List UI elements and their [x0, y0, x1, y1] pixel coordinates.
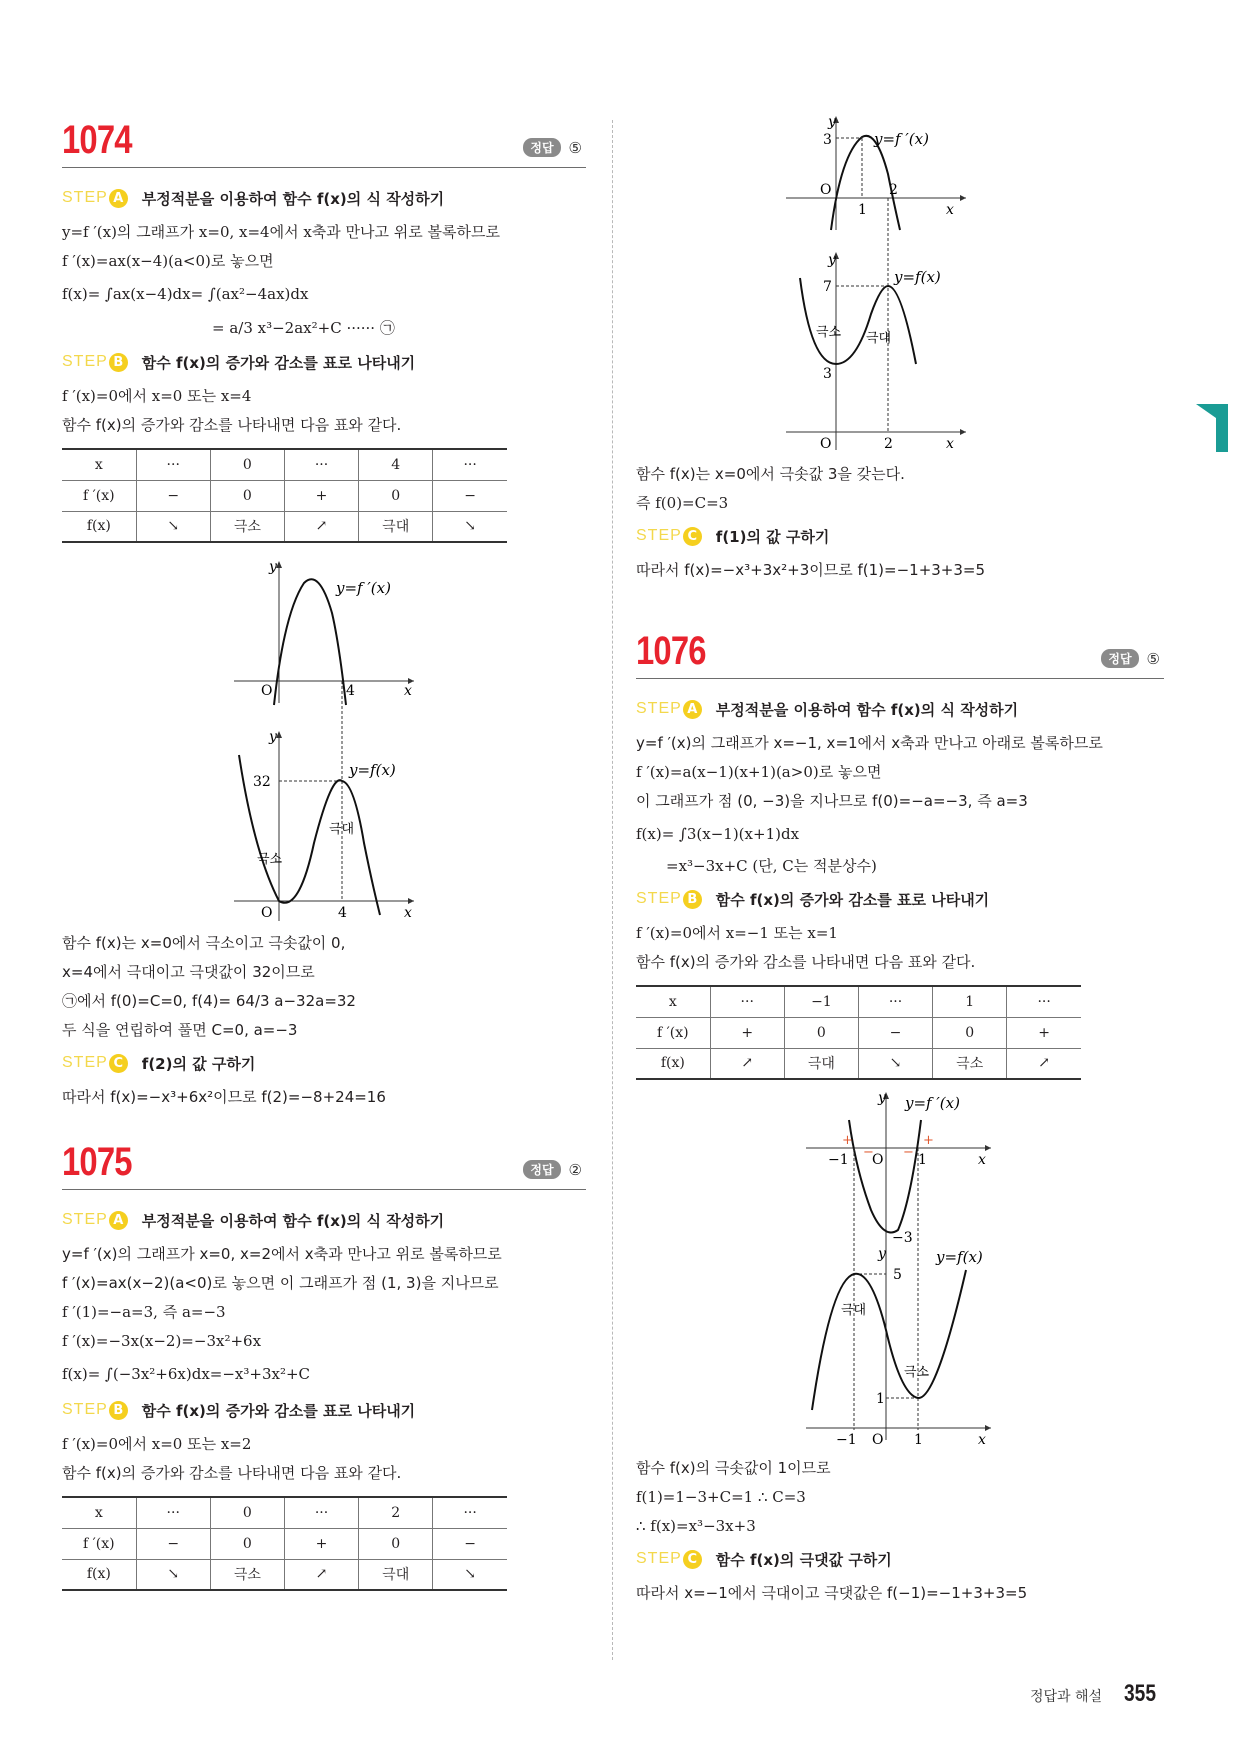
- problem-header: [62, 118, 586, 168]
- text-line: 따라서 f(x)=−x³+3x²+3이므로 f(1)=−1+3+3=5: [636, 561, 986, 579]
- table-cell: 극대: [359, 511, 433, 542]
- table-cell: f(x): [62, 1559, 136, 1590]
- derivative-label: y=f ′(x): [874, 130, 929, 148]
- table-cell: −: [858, 1017, 932, 1048]
- tick-label: 32: [253, 774, 271, 790]
- problem-header: [62, 1140, 586, 1190]
- step-word: STEP: [636, 700, 682, 717]
- step-c-heading: [636, 524, 1164, 548]
- equation-line: f ′(1)=−a=3, 즉 a=−3: [62, 1303, 226, 1321]
- table-cell: 극소: [210, 511, 284, 542]
- origin-label: O: [872, 1152, 884, 1168]
- table-cell: ↗: [284, 1559, 358, 1590]
- step-c-heading: [636, 1547, 1164, 1571]
- answer: [523, 138, 582, 157]
- table-cell: x: [636, 986, 710, 1017]
- right-column: [636, 114, 1164, 1608]
- table-cell: f(x): [636, 1048, 710, 1079]
- text-line: 함수 f(x)는 x=0에서 극소이고 극솟값이 0,: [62, 934, 346, 952]
- table-cell: 2: [359, 1497, 433, 1528]
- step-word: STEP: [62, 189, 108, 206]
- table-cell: 0: [784, 1017, 858, 1048]
- function-label: y=f(x): [349, 761, 396, 779]
- text-line: 함수 f(x)는 x=0에서 극솟값 3을 갖는다.: [636, 465, 905, 483]
- max-label: 극대: [841, 1303, 867, 1318]
- table-cell: 극대: [784, 1048, 858, 1079]
- max-label: 극대: [866, 331, 892, 346]
- table-cell: +: [284, 1528, 358, 1559]
- graph-1075: [776, 114, 976, 454]
- table-cell: ···: [1007, 986, 1081, 1017]
- text-line: y=f ′(x)의 그래프가 x=−1, x=1에서 x축과 만나고 아래로 볼록하므로: [636, 734, 1103, 752]
- graph-1076: [806, 1090, 1006, 1450]
- table-cell: 0: [359, 480, 433, 511]
- x-axis-label: x: [978, 1432, 986, 1448]
- step-word: STEP: [62, 1054, 108, 1071]
- tick-label: 2: [884, 436, 893, 452]
- min-label: 극소: [816, 325, 842, 340]
- table-cell: −1: [784, 986, 858, 1017]
- text-line: f ′(x)=ax(x−2)(a<0)로 놓으면 이 그래프가 점 (1, 3)을 지나므로: [62, 1274, 499, 1292]
- table-cell: 0: [359, 1528, 433, 1559]
- origin-label: O: [261, 905, 273, 921]
- text-line: y=f ′(x)의 그래프가 x=0, x=4에서 x축과 만나고 위로 볼록하므로: [62, 223, 500, 241]
- table-cell: f ′(x): [62, 480, 136, 511]
- tick-label: 4: [338, 905, 347, 921]
- step-word: STEP: [636, 890, 682, 907]
- problem-number: 1076: [636, 629, 706, 673]
- tick-label: 7: [823, 279, 832, 295]
- tick-label: −1: [836, 1432, 857, 1448]
- text-line: 함수 f(x)의 증가와 감소를 나타내면 다음 표와 같다.: [636, 953, 976, 971]
- step-a-heading: [62, 186, 586, 210]
- table-cell: ···: [136, 449, 210, 480]
- step-title: 부정적분을 이용하여 함수 f(x)의 식 작성하기: [141, 1211, 445, 1230]
- step-b-heading: [62, 1398, 586, 1422]
- answer-value: ②: [568, 1160, 582, 1179]
- table-cell: x: [62, 1497, 136, 1528]
- sign-minus: −: [903, 1145, 914, 1160]
- answer-badge: 정답: [523, 138, 560, 157]
- tick-label: 1: [876, 1391, 885, 1407]
- step-title: 함수 f(x)의 증가와 감소를 표로 나타내기: [715, 890, 990, 909]
- text-line: 이 그래프가 점 (0, −3)을 지나므로 f(0)=−a=−3, 즉 a=3: [636, 792, 1028, 810]
- table-cell: ↘: [433, 511, 507, 542]
- table-cell: 극대: [359, 1559, 433, 1590]
- variation-table: [62, 1496, 507, 1591]
- tick-label: 4: [346, 683, 355, 699]
- origin-label: O: [820, 182, 832, 198]
- x-axis-label: x: [404, 905, 412, 921]
- step-c-heading: [62, 1051, 586, 1075]
- sign-plus: +: [842, 1133, 853, 1148]
- step-a-heading: [62, 1208, 586, 1232]
- tick-label: 1: [858, 202, 867, 218]
- y-axis-label: y: [828, 252, 836, 268]
- table-cell: 극소: [933, 1048, 1007, 1079]
- tick-label: 3: [823, 366, 832, 382]
- problem-1075: [62, 1140, 586, 1591]
- tick-label: −1: [828, 1152, 849, 1168]
- max-label: 극대: [329, 822, 355, 837]
- step-title: 함수 f(x)의 극댓값 구하기: [715, 1550, 892, 1569]
- table-cell: ···: [433, 449, 507, 480]
- table-cell: ↘: [858, 1048, 932, 1079]
- text-line: 따라서 f(x)=−x³+6x²이므로 f(2)=−8+24=16: [62, 1088, 386, 1106]
- x-axis-label: x: [946, 436, 954, 452]
- table-cell: +: [1007, 1017, 1081, 1048]
- equation-line: f ′(x)=−3x(x−2)=−3x²+6x: [62, 1332, 262, 1350]
- answer-value: ⑤: [1146, 649, 1160, 668]
- table-cell: ↗: [1007, 1048, 1081, 1079]
- table-cell: −: [433, 1528, 507, 1559]
- table-cell: ···: [136, 1497, 210, 1528]
- step-word: STEP: [636, 1550, 682, 1567]
- table-cell: 0: [210, 449, 284, 480]
- table-cell: ···: [284, 1497, 358, 1528]
- answer: [1101, 649, 1160, 668]
- step-title: f(1)의 값 구하기: [715, 527, 830, 546]
- table-cell: ···: [284, 449, 358, 480]
- text-line: 즉 f(0)=C=3: [636, 494, 729, 512]
- step-word: STEP: [636, 527, 682, 544]
- equation-line: f(x)= ∫(−3x²+6x)dx=−x³+3x²+C: [62, 1365, 311, 1383]
- problem-number: 1074: [62, 118, 132, 162]
- table-cell: ↗: [710, 1048, 784, 1079]
- step-letter-badge: B: [683, 890, 702, 909]
- problem-header: [636, 629, 1164, 679]
- table-cell: 0: [210, 480, 284, 511]
- table-cell: ···: [710, 986, 784, 1017]
- table-cell: +: [710, 1017, 784, 1048]
- table-cell: 4: [359, 449, 433, 480]
- step-title: 부정적분을 이용하여 함수 f(x)의 식 작성하기: [715, 700, 1019, 719]
- graph-1074: [224, 553, 424, 923]
- y-axis-label: y: [269, 729, 277, 745]
- tick-label: 1: [918, 1152, 927, 1168]
- table-cell: 0: [933, 1017, 1007, 1048]
- step-letter-badge: B: [109, 1401, 128, 1420]
- table-cell: 1: [933, 986, 1007, 1017]
- x-axis-label: x: [946, 202, 954, 218]
- page-number: 355: [1124, 1680, 1157, 1707]
- min-label: 극소: [257, 852, 283, 867]
- variation-table: [62, 448, 507, 543]
- text-line: 따라서 x=−1에서 극대이고 극댓값은 f(−1)=−1+3+3=5: [636, 1584, 1028, 1602]
- text-line: x=4에서 극대이고 극댓값이 32이므로: [62, 963, 315, 981]
- step-title: 함수 f(x)의 증가와 감소를 표로 나타내기: [141, 1401, 416, 1420]
- text-line: ∴ f(x)=x³−3x+3: [636, 1517, 756, 1535]
- function-label: y=f(x): [894, 268, 941, 286]
- y-axis-label: y: [828, 114, 836, 130]
- text-line: f ′(x)=ax(x−4)(a<0)로 놓으면: [62, 252, 274, 270]
- table-cell: ↘: [136, 511, 210, 542]
- equation-line: f(x)= ∫3(x−1)(x+1)dx: [636, 825, 800, 843]
- table-cell: f ′(x): [636, 1017, 710, 1048]
- step-a-heading: [636, 697, 1164, 721]
- table-cell: ↗: [284, 511, 358, 542]
- origin-label: O: [872, 1432, 884, 1448]
- table-cell: x: [62, 449, 136, 480]
- text-line: f ′(x)=a(x−1)(x+1)(a>0)로 놓으면: [636, 763, 882, 781]
- equation-line: f(x)= ∫ax(x−4)dx= ∫(ax²−4ax)dx: [62, 285, 309, 303]
- tick-label: 1: [914, 1432, 923, 1448]
- derivative-label: y=f ′(x): [905, 1094, 960, 1112]
- text-line: f ′(x)=0에서 x=−1 또는 x=1: [636, 924, 838, 942]
- equation-line: =x³−3x+C (단, C는 적분상수): [666, 857, 877, 875]
- text-line: f ′(x)=0에서 x=0 또는 x=4: [62, 387, 252, 405]
- step-letter-badge: C: [683, 1550, 702, 1569]
- page-footer: [1030, 1680, 1164, 1708]
- step-word: STEP: [62, 353, 108, 370]
- left-column: [62, 118, 586, 1601]
- function-label: y=f(x): [936, 1248, 983, 1266]
- problem-1076: [636, 629, 1164, 1608]
- step-b-heading: [62, 350, 586, 374]
- chapter-tab-marker: [1196, 404, 1236, 452]
- column-divider: [612, 120, 613, 1660]
- x-axis-label: x: [978, 1152, 986, 1168]
- sign-minus: −: [863, 1145, 874, 1160]
- variation-table: [636, 985, 1081, 1080]
- table-cell: ↘: [136, 1559, 210, 1590]
- text-line: f(1)=1−3+C=1 ∴ C=3: [636, 1488, 806, 1506]
- origin-label: O: [820, 436, 832, 452]
- table-cell: 0: [210, 1528, 284, 1559]
- table-cell: f ′(x): [62, 1528, 136, 1559]
- table-cell: −: [136, 1528, 210, 1559]
- step-letter-badge: A: [683, 700, 702, 719]
- text-line: 함수 f(x)의 극솟값이 1이므로: [636, 1459, 831, 1477]
- table-cell: ···: [433, 1497, 507, 1528]
- table-cell: 극소: [210, 1559, 284, 1590]
- table-cell: −: [136, 480, 210, 511]
- tick-label: 3: [823, 132, 832, 148]
- problem-1074: [62, 118, 586, 1112]
- answer-value: ⑤: [568, 138, 582, 157]
- step-letter-badge: A: [109, 189, 128, 208]
- step-letter-badge: A: [109, 1211, 128, 1230]
- text-line: 두 식을 연립하여 풀면 C=0, a=−3: [62, 1021, 298, 1039]
- table-cell: 0: [210, 1497, 284, 1528]
- y-axis-label: y: [269, 559, 277, 575]
- step-b-heading: [636, 887, 1164, 911]
- text-line: 함수 f(x)의 증가와 감소를 나타내면 다음 표와 같다.: [62, 1464, 402, 1482]
- equation-line: = a/3 x³−2ax²+C ······ ㉠: [212, 319, 395, 337]
- origin-label: O: [261, 683, 273, 699]
- text-line: f ′(x)=0에서 x=0 또는 x=2: [62, 1435, 252, 1453]
- step-title: 부정적분을 이용하여 함수 f(x)의 식 작성하기: [141, 189, 445, 208]
- table-cell: −: [433, 480, 507, 511]
- step-letter-badge: C: [109, 1054, 128, 1073]
- tick-label: 2: [889, 182, 898, 198]
- tick-label: 5: [893, 1267, 902, 1283]
- min-label: 극소: [904, 1365, 930, 1380]
- step-word: STEP: [62, 1211, 108, 1228]
- y-axis-label: y: [878, 1090, 886, 1106]
- problem-number: 1075: [62, 1140, 132, 1184]
- footer-label: 정답과 해설: [1030, 1689, 1103, 1705]
- table-cell: ↘: [433, 1559, 507, 1590]
- text-line: 함수 f(x)의 증가와 감소를 나타내면 다음 표와 같다.: [62, 416, 402, 434]
- table-cell: f(x): [62, 511, 136, 542]
- table-cell: +: [284, 480, 358, 511]
- text-line: y=f ′(x)의 그래프가 x=0, x=2에서 x축과 만나고 위로 볼록하므로: [62, 1245, 502, 1263]
- step-word: STEP: [62, 1401, 108, 1418]
- step-letter-badge: C: [683, 527, 702, 546]
- table-cell: ···: [858, 986, 932, 1017]
- answer-badge: 정답: [523, 1160, 560, 1179]
- y-axis-label: y: [878, 1246, 886, 1262]
- sign-plus: +: [923, 1133, 934, 1148]
- step-title: 함수 f(x)의 증가와 감소를 표로 나타내기: [141, 353, 416, 372]
- x-axis-label: x: [404, 683, 412, 699]
- step-title: f(2)의 값 구하기: [141, 1054, 256, 1073]
- answer-badge: 정답: [1101, 649, 1138, 668]
- tick-label: −3: [892, 1230, 913, 1246]
- answer: [523, 1160, 582, 1179]
- step-letter-badge: B: [109, 353, 128, 372]
- derivative-label: y=f ′(x): [336, 579, 391, 597]
- text-line: ㉠에서 f(0)=C=0, f(4)= 64/3 a−32a=32: [62, 992, 356, 1010]
